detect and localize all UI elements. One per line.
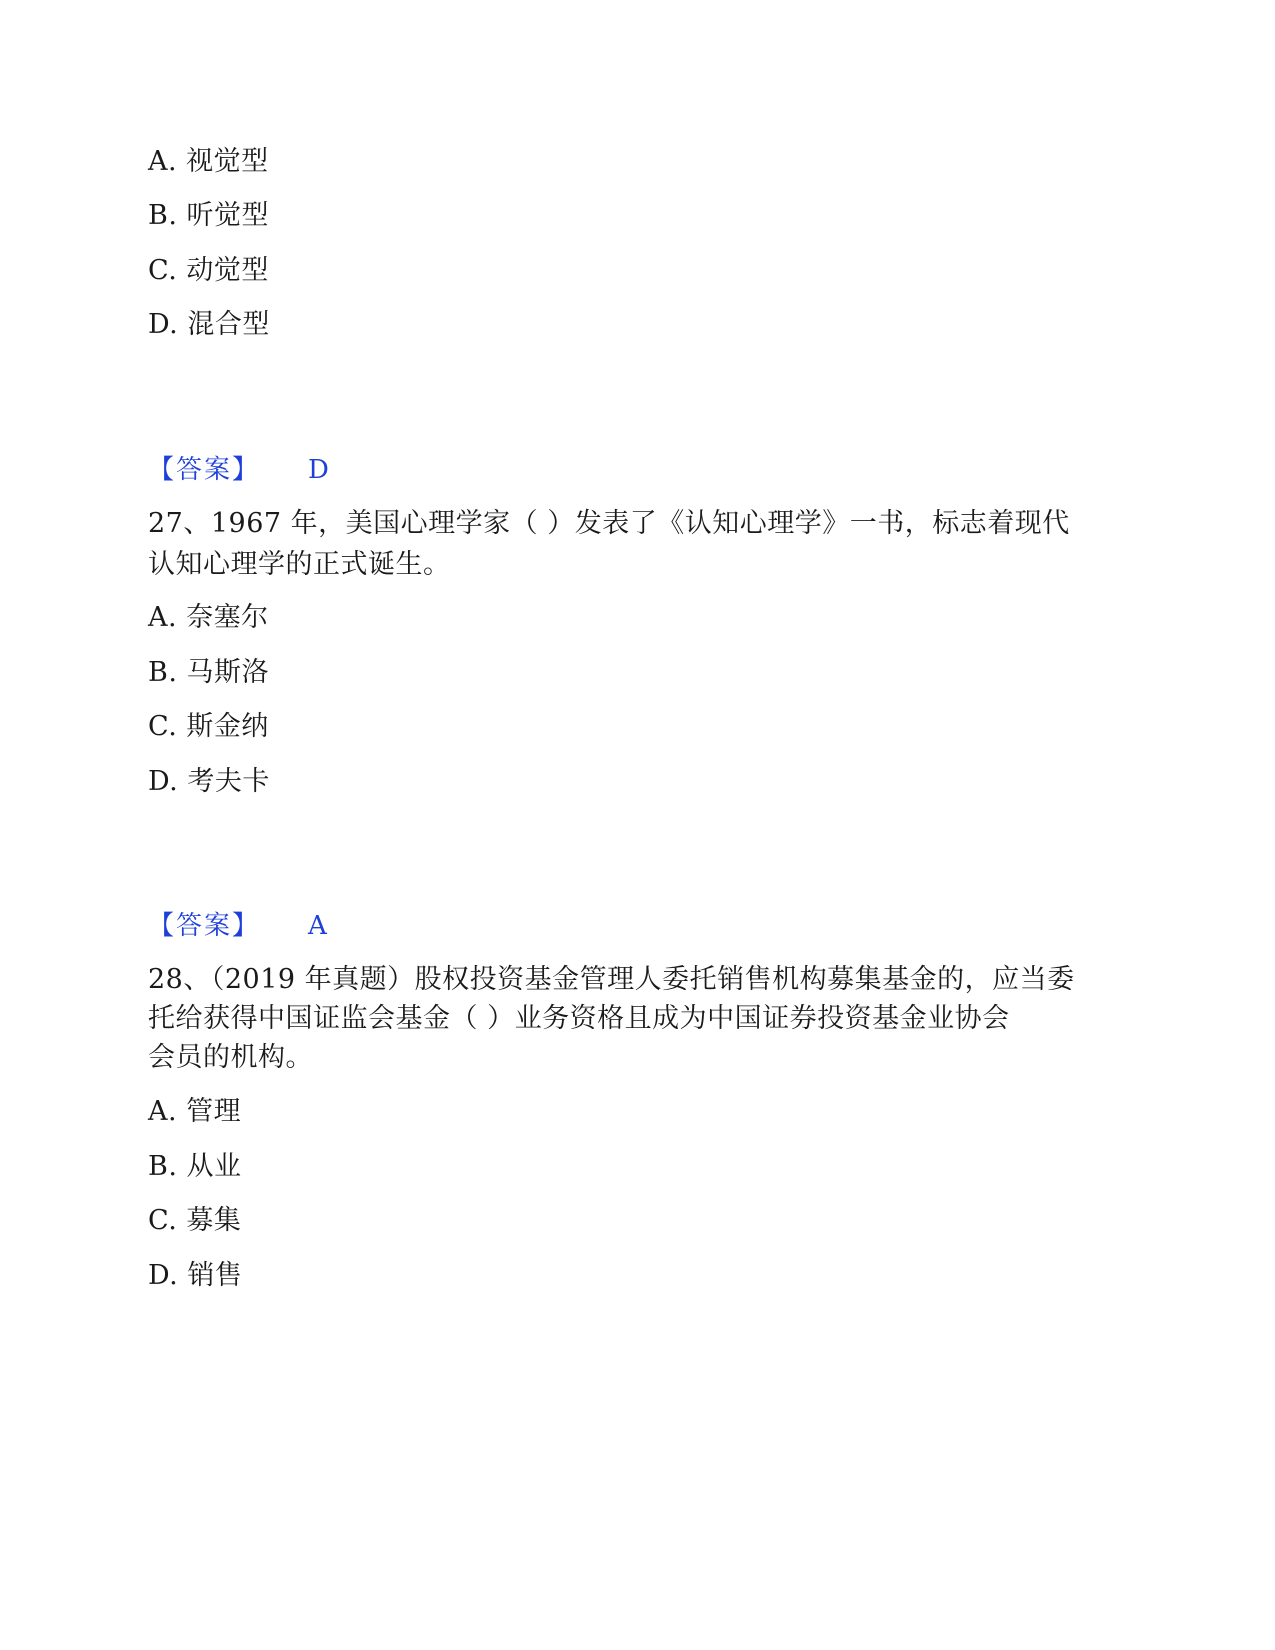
q27-stem-line-1: 27、1967 年，美国心理学家（ ）发表了《认知心理学》一书，标志着现代 xyxy=(148,508,1070,539)
q26-option-c: C. 动觉型 xyxy=(148,255,269,286)
q26-option-b: B. 听觉型 xyxy=(148,200,270,231)
q27-option-b: B. 马斯洛 xyxy=(148,657,270,688)
answer-label: 【答案】 xyxy=(148,911,261,941)
q28-option-b: B. 从业 xyxy=(148,1151,242,1182)
q27-option-d: D. 考夫卡 xyxy=(148,766,270,797)
q27-answer xyxy=(148,906,327,946)
q28-option-c: C. 募集 xyxy=(148,1205,242,1236)
q28-stem-line-1: 28、（2019 年真题）股权投资基金管理人委托销售机构募集基金的，应当委 xyxy=(148,964,1075,995)
answer-value: A xyxy=(308,911,328,941)
q27-option-a: A. 奈塞尔 xyxy=(148,602,269,633)
q26-option-d: D. 混合型 xyxy=(148,309,270,340)
q26-answer xyxy=(148,450,329,490)
q28-option-d: D. 销售 xyxy=(148,1260,243,1291)
q28-stem-line-2: 托给获得中国证监会基金（ ）业务资格且成为中国证券投资基金业协会 xyxy=(148,1003,1010,1034)
q28-option-a: A. 管理 xyxy=(148,1096,242,1127)
answer-value: D xyxy=(308,455,330,485)
q27-option-c: C. 斯金纳 xyxy=(148,711,269,742)
answer-label: 【答案】 xyxy=(148,455,261,485)
q27-stem-line-2: 认知心理学的正式诞生。 xyxy=(148,549,451,580)
q28-stem-line-3: 会员的机构。 xyxy=(148,1042,313,1073)
q26-option-a: A. 视觉型 xyxy=(148,146,269,177)
